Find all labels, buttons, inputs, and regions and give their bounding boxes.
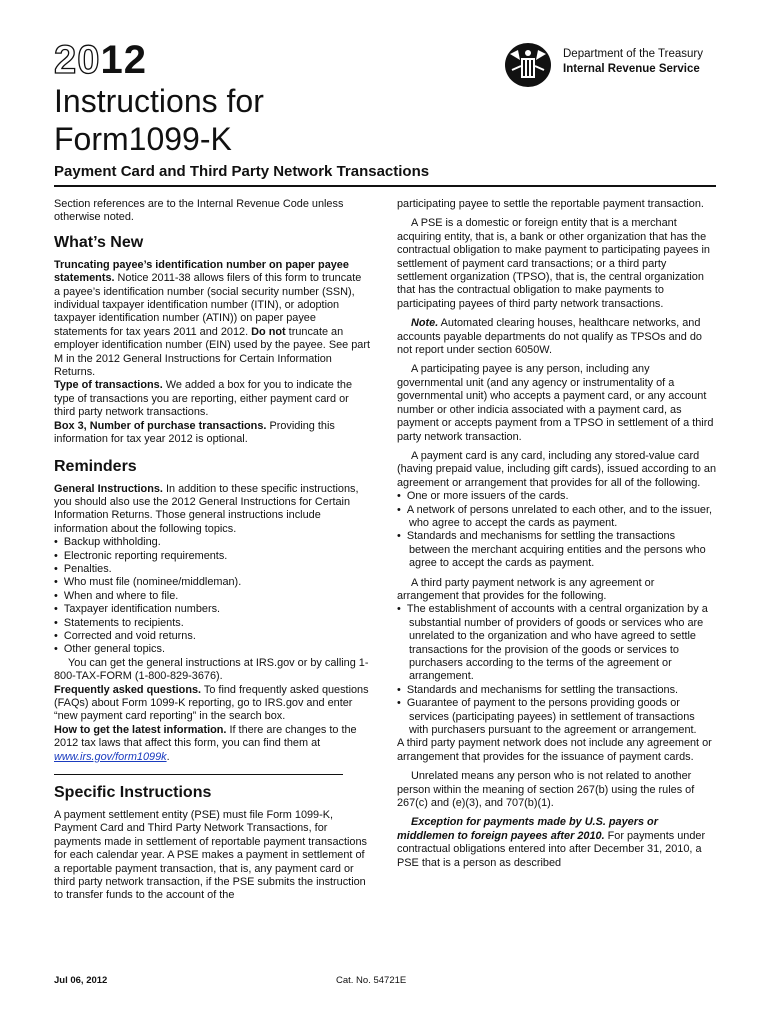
general-text: In addition to these specific instructions, you should also use the 2012 General Instructions for Certain Information Returns. Those general instructions include information about the following topics. [54,482,359,535]
network-item: • Standards and mechanisms for settling the transactions. [397,684,717,697]
irs-eagle-logo-icon [504,40,556,90]
form-year [54,38,147,82]
network-item: • The establishment of accounts with a central organization by a substantial number of providers of goods or services who are unrelated to the organization and who have agreed to settle transactions for the provision of the goods or services to purchasers according to the terms of the agreement or arrangement. [397,603,717,683]
network-exclusion: A third party payment network does not include any agreement or arrangement that provides for the issuance of payment cards. [397,737,712,763]
specific-text: A payment settlement entity (PSE) must file Form 1099-K, Payment Card and Third Party Network Transactions, for payments made in settlement of reportable payment transactions for each calendar year. A PSE makes a payment in settlement of a reportable payment transaction, that is, any payment card or third party network transaction, if the PSE submits the instruction to transfer funds to the account of the [54,809,367,902]
card-item: • A network of persons unrelated to each other, and to the issuer, who agree to accept the cards as payment. [397,504,717,531]
year-outline: 20 [54,38,101,82]
note-lead: Note. [411,317,439,330]
latest-lead: How to get the latest information. [54,723,227,736]
note-paragraph [397,317,717,357]
header-rule [54,185,716,187]
pse-definition: A PSE is a domestic or foreign entity that is a merchant acquiring entity, that is, a bank or other organization that has the contractual obligation to make payment to participating payees in settlement of payment card transactions; or a third party settlement organization (TPSO), that is, the central organization that has the contractual obligation to make payments to participating payees of third party network transactions. [397,217,710,310]
left-column [54,198,370,903]
get-instructions-text: You can get the general instructions at IRS.gov or by calling 1-800-TAX-FORM (1-800-829-3676). [54,656,369,683]
card-definition: A payment card is any card, including any stored-value card (having prepaid value, including gift cards), issued according to an agreement or arrangement that provides for all of the following. [397,449,717,489]
type-text: We added a box for you to indicate the type of transactions you are reporting, either payment card or third party network transactions. [54,379,353,419]
topic-item: • Corrected and void returns. [54,630,370,643]
faq-paragraph [54,684,370,724]
general-lead: General Instructions. [54,482,163,495]
type-paragraph [54,379,370,419]
agency-block [563,47,703,77]
reminders-heading: Reminders [54,457,137,475]
exception-lead: Exception for payments made by U.S. payers or middlemen to foreign payees after 2010. [397,816,658,842]
faq-text: To find frequently asked questions (FAQs) about Form 1099-K reporting, go to IRS.gov and enter “new payment card reporting” in the search box. [54,683,369,723]
footer-catalog: Cat. No. 54721E [336,975,407,986]
footer-date: Jul 06, 2012 [54,975,108,986]
latest-text: If there are changes to the 2012 tax laws that affect this form, you can find them at [54,723,357,750]
card-item: • Standards and mechanisms for settling the transactions between the merchant acquiring entities and the persons who agree to accept the cards as payment. [397,530,717,570]
latest-paragraph [54,724,370,764]
general-paragraph [54,483,370,537]
topic-item: • Penalties. [54,563,370,576]
specific-instructions-heading: Specific Instructions [54,784,212,802]
form1099k-link[interactable]: www.irs.gov/form1099k [54,750,167,763]
unrelated-definition: Unrelated means any person who is not related to another person within the meaning of section 267(b) using the rules of 267(c) and (e)(3), and 707(b)(1). [397,770,695,810]
truncating-do-not: Do not [251,325,286,338]
whats-new-heading: What’s New [54,233,144,251]
topic-item: • Other general topics. [54,643,370,656]
truncating-lead: Truncating payee’s identification number on paper payee statements. [54,258,349,285]
topic-item: • Electronic reporting requirements. [54,550,370,563]
topic-item: • Who must file (nominee/middleman). [54,576,370,589]
truncating-text-a: Notice 2011-38 allows filers of this form to truncate a payee’s identification number (social security number (SSN), individual taxpayer identification number (ITIN), or adoption taxpayer identification number (ATIN)) on paper payee statements for tax years 2011 and 2012. [54,272,362,338]
box3-paragraph [54,420,370,447]
topic-item: • Backup withholding. [54,536,370,549]
truncating-text-b: truncate an employer identification number (EIN) used by the payee. See part M in the 2012 General Instructions for Certain Information Returns. [54,325,370,379]
type-lead: Type of transactions. [54,379,163,392]
latest-end: . [166,750,170,763]
note-text: Automated clearing houses, healthcare networks, and accounts payable departments do not qualify as TPSOs and do not report under section 6050W. [397,317,702,357]
box3-text: Providing this information for tax year 2012 is optional. [54,419,335,446]
agency-irs: Internal Revenue Service [563,63,700,75]
right-column [397,198,717,870]
card-item: • One or more issuers of the cards. [397,490,717,503]
form-subtitle: Payment Card and Third Party Network Transactions [54,163,430,180]
topic-item: • Taxpayer identification numbers. [54,603,370,616]
exception-paragraph [397,816,717,870]
exception-text: For payments under contractual obligations entered into after December 31, 2010, a PSE that is a person as described [397,829,706,869]
title-line-1: Instructions for [54,83,264,119]
payee-definition: A participating payee is any person, including any governmental unit (and any agency or instrumentality of a governmental unit) who accepts a payment card, or any account number or other indicia associated with a payment card, as payment or accepts payment from a TPSO in settlement of a third party network transaction. [397,363,714,443]
faq-lead: Frequently asked questions. [54,683,202,696]
network-item: • Guarantee of payment to the persons providing goods or services (participating payees) in settlement of transactions with purchasers pursuant to the agreement or arrangement. [397,697,717,737]
continued-text: participating payee to settle the reportable payment transaction. [397,198,704,210]
title-line-2: Form1099-K [54,121,232,157]
year-solid: 12 [100,38,147,82]
topic-item: • When and where to file. [54,590,370,603]
network-definition: A third party payment network is any agreement or arrangement that provides for the following. [397,576,655,602]
agency-department: Department of the Treasury [563,48,703,60]
intro-text: Section references are to the Internal Revenue Code unless otherwise noted. [54,198,344,224]
box3-lead: Box 3, Number of purchase transactions. [54,419,267,432]
truncating-paragraph [54,259,370,380]
page-title [54,82,264,158]
section-rule [54,774,343,775]
topic-item: • Statements to recipients. [54,617,370,630]
